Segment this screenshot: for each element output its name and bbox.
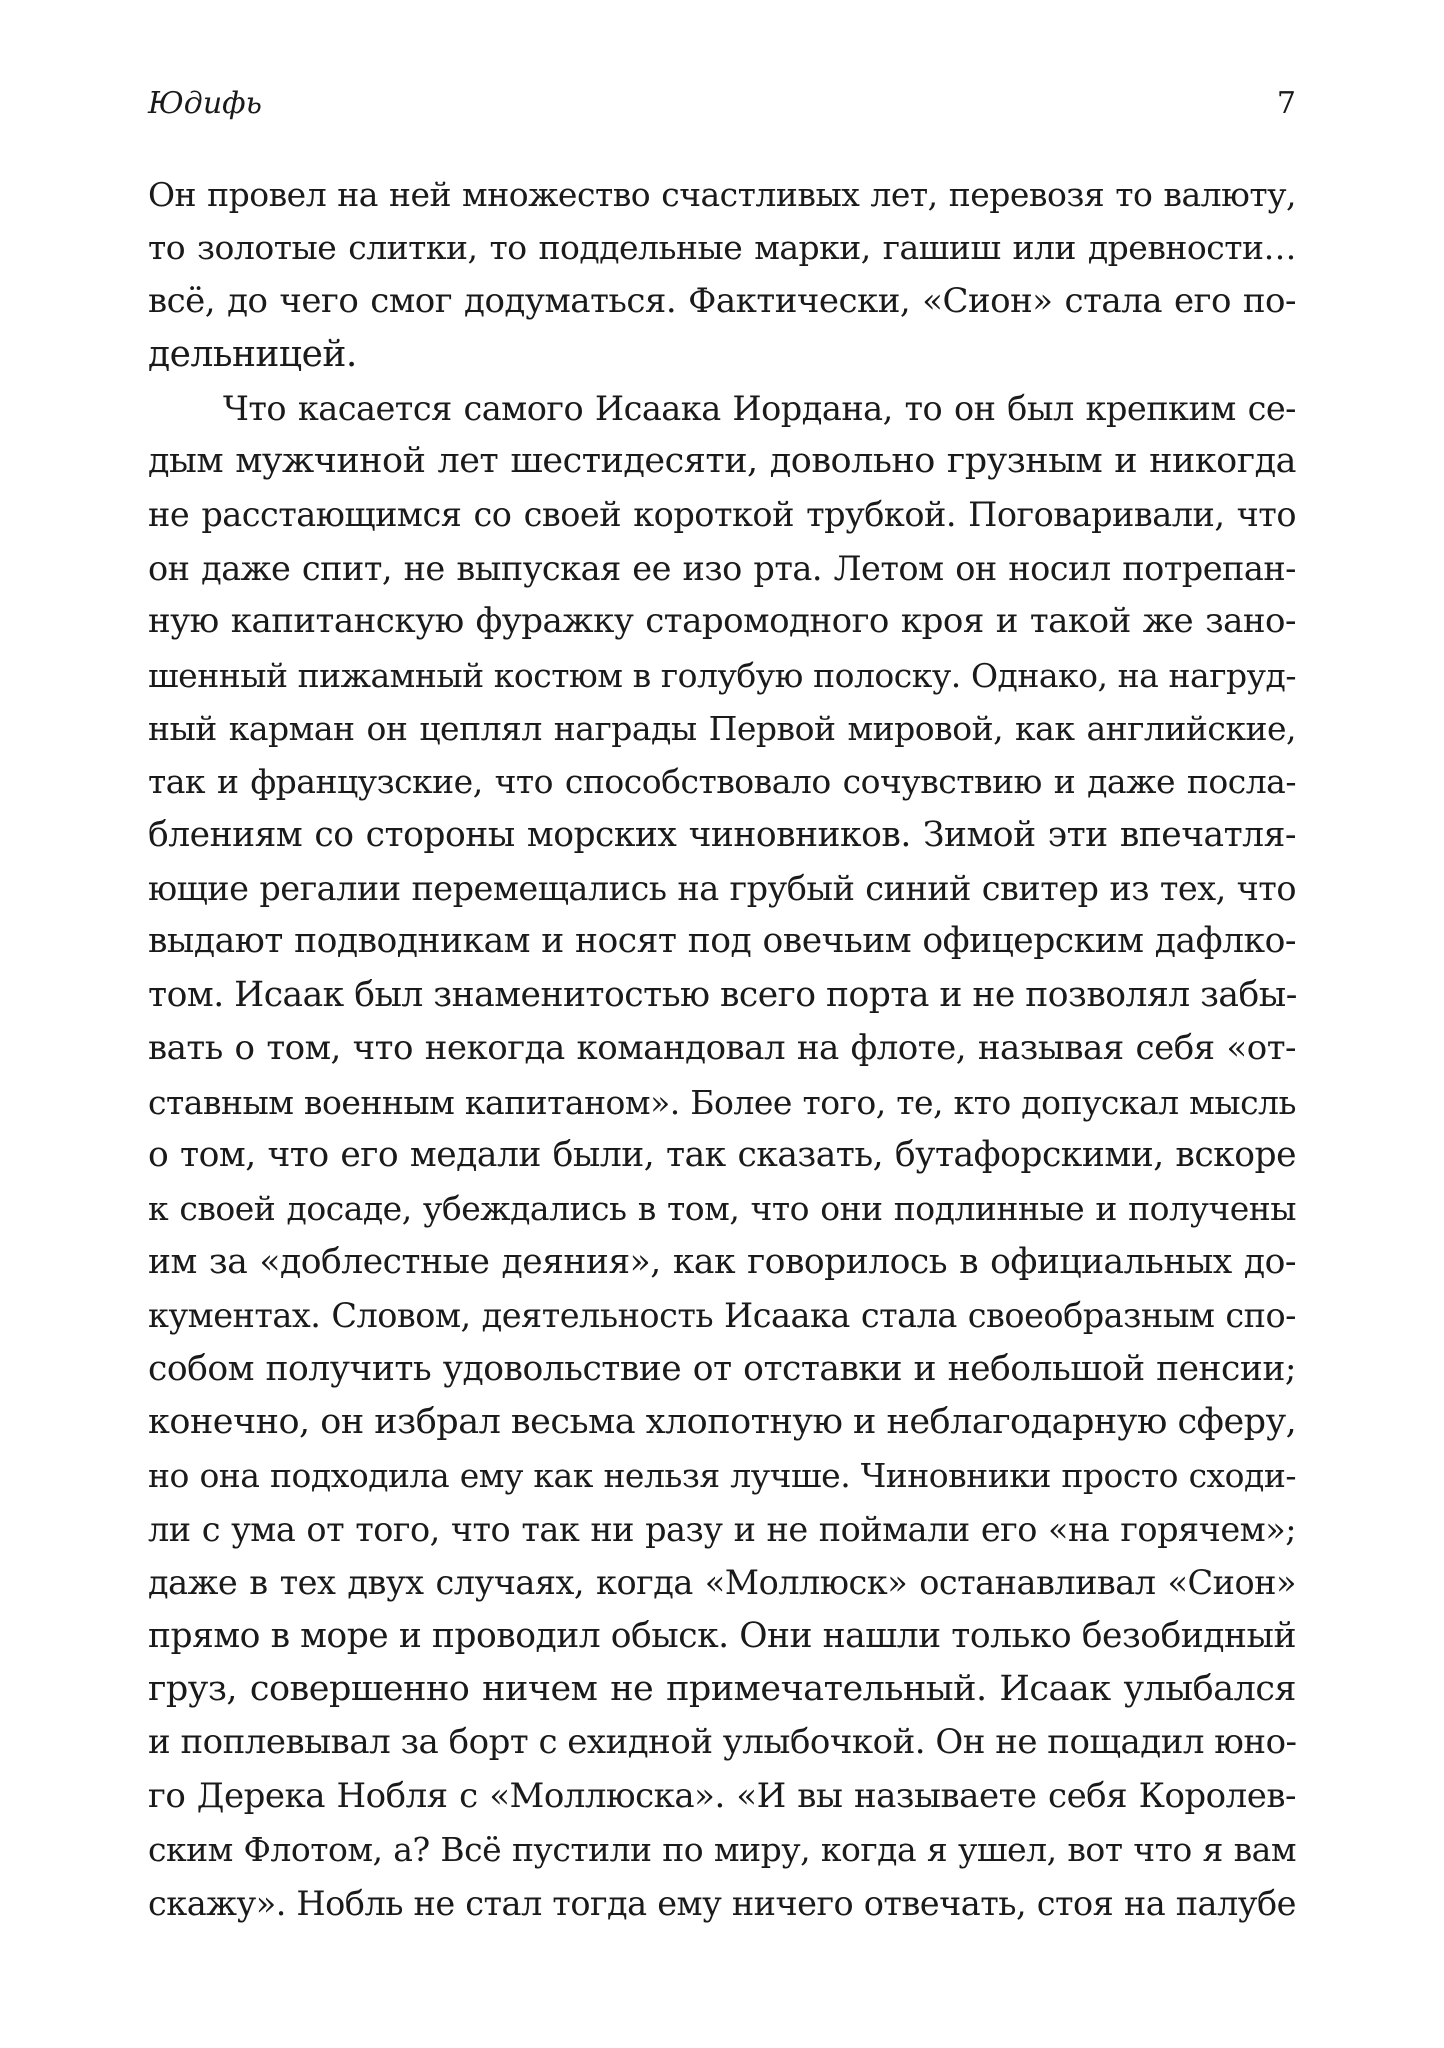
text-line: ный карман он цеплял награды Первой мировой, как английские, [148,708,1296,748]
text-line: не расстающимся со своей короткой трубкой. Поговаривали, что [148,495,1296,535]
text-line: о том, что его медали были, так сказать, бутафорскими, вскоре [148,1135,1296,1176]
text-line: ским Флотом, а? Всё пустили по миру, когда я ушел, вот что я вам [148,1830,1296,1870]
text-line: Что касается самого Исаака Иордана, то он был крепким се- [223,388,1296,428]
page-number: 7 [1276,86,1296,121]
text-line: вать о том, что некогда командовал на флоте, называя себя «от- [148,1028,1296,1069]
text-line: дельницей. [148,334,357,376]
running-head [148,84,1296,124]
text-line: даже в тех двух случаях, когда «Моллюск» останавливал «Сион» [148,1563,1296,1603]
text-line: выдают подводникам и носят под овечьим офицерским дафлко- [148,921,1296,962]
text-line: ставным военным капитаном». Более того, те, кто допускал мысль [148,1082,1296,1122]
text-line: шенный пижамный костюм в голубую полоску. Однако, на нагруд- [148,655,1296,695]
text-line: блениям со стороны морских чиновников. Зимой эти впечатля- [148,814,1296,855]
text-line: им за «доблестные деяния», как говорилось в официальных до- [148,1241,1296,1282]
running-title: Юдифь [148,86,262,121]
text-line: и поплевывал за борт с ехидной улыбочкой. Он не пощадил юно- [148,1722,1297,1763]
text-line: всё, до чего смог додуматься. Фактически, «Сион» стала его по- [148,280,1296,321]
text-line: так и французские, что способствовало сочувствию и даже посла- [148,762,1296,802]
text-line: груз, совершенно ничем не примечательный. Исаак улыбался [148,1668,1296,1709]
text-line: ли с ума от того, что так ни разу и не поймали его «на горячем»; [148,1509,1296,1549]
text-line: собом получить удовольствие от отставки и небольшой пенсии; [148,1348,1296,1389]
text-line: скажу». Нобль не стал тогда ему ничего отвечать, стоя на палубе [148,1883,1296,1923]
text-line: но она подходила ему как нельзя лучше. Чиновники просто сходи- [148,1456,1296,1496]
text-line: ющие регалии перемещались на грубый синий свитер из тех, что [148,869,1296,909]
text-line: он даже спит, не выпуская ее изо рта. Летом он носил потрепан- [148,548,1296,588]
text-line: том. Исаак был знаменитостью всего порта и не позволял забы- [148,974,1297,1015]
text-line: Он провел на ней множество счастливых лет, перевозя то валюту, [148,175,1296,214]
text-line: ную капитанскую фуражку старомодного кроя и такой же зано- [148,601,1296,642]
text-line: дым мужчиной лет шестидесяти, довольно грузным и никогда [148,440,1296,481]
text-line: конечно, он избрал весьма хлопотную и неблагодарную сферу, [148,1401,1297,1442]
text-line: го Дерека Нобля с «Моллюска». «И вы называете себя Королев- [148,1775,1296,1816]
text-line: то золотые слитки, то поддельные марки, гашиш или древности… [148,228,1296,268]
text-line: прямо в море и проводил обыск. Они нашли только безобидный [148,1615,1296,1656]
text-line: кументах. Словом, деятельность Исаака стала своеобразным спо- [148,1296,1296,1336]
text-line: к своей досаде, убеждались в том, что они подлинные и получены [148,1189,1296,1229]
body-text [148,168,1296,1930]
